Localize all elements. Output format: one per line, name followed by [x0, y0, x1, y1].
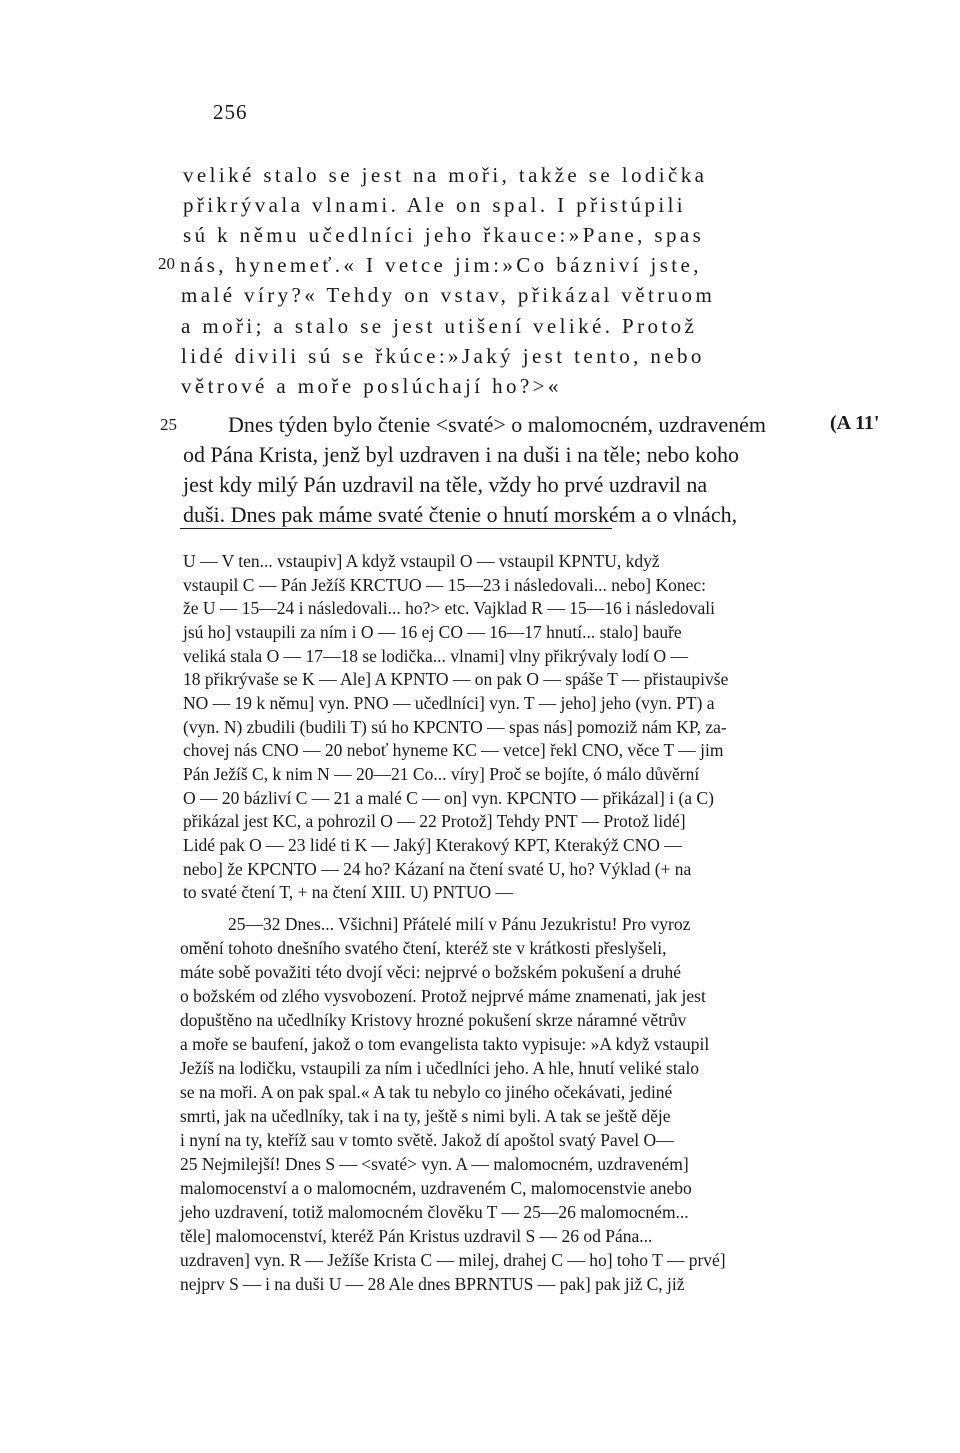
commentary-line: a moře se baufení, jakož o tom evangelista takto vypisuje: »A když vstaupil — [180, 1034, 710, 1054]
main-text-line: od Pána Krista, jenž byl uzdraven i na duši i na těle; nebo koho — [183, 442, 739, 467]
commentary-line: Ježíš na lodičku, vstaupili za ním i učedlníci jeho. A hle, hnutí veliké stalo — [180, 1058, 700, 1078]
apparatus-line: 18 přikrývaše se K — Ale] A KPNTO — on pak O — spáše T — přistaupivše — [183, 669, 729, 689]
commentary-line: o božském od zlého vysvobození. Protož nejprvé máme znamenati, jak jest — [180, 986, 706, 1006]
apparatus-line: vstaupil C — Pán Ježíš KRCTUO — 15—23 i následovali... nebo] Konec: — [183, 575, 706, 595]
commentary-line: dopuštěno na učedlníky Kristovy hrozné pokušení skrze náramné větrův — [180, 1010, 687, 1030]
main-text-line: Dnes týden bylo čtenie <svaté> o malomocném, uzdraveném — [228, 412, 766, 437]
apparatus-line: jsú ho] vstaupili za ním i O — 16 ej CO — 16—17 hnutí... stalo] bauře — [183, 622, 682, 642]
commentary-line: malomocenství a o malomocném, uzdraveném C, malomocenstvie anebo — [180, 1178, 692, 1198]
apparatus-line: Pán Ježíš C, k nim N — 20—21 Co... víry] Proč se bojíte, ó málo důvěrní — [183, 764, 700, 784]
commentary-line: smrti, jak na učedlníky, tak i na ty, ještě s nimi byli. A tak se ještě děje — [180, 1106, 671, 1126]
spaced-text-line: větrové a moře poslúchají ho?>« — [181, 374, 562, 398]
spaced-text-line: nás, hynemeť.« I vetce jim:»Co bázniví jste, — [180, 253, 702, 277]
apparatus-line: nebo] že KPCNTO — 24 ho? Kázaní na čtení svaté U, ho? Výklad (+ na — [183, 859, 692, 879]
commentary-line: nejprv S — i na duši U — 28 Ale dnes BPRNTUS — pak] pak již C, již — [180, 1274, 685, 1294]
main-text-line: jest kdy milý Pán uzdravil na těle, vždy ho prvé uzdravil na — [183, 472, 708, 497]
commentary-line: se na moři. A on pak spal.« A tak tu nebylo co jiného očekávati, jediné — [180, 1082, 673, 1102]
spaced-text-line: veliké stalo se jest na moři, takže se lodička — [183, 163, 708, 187]
apparatus-line: veliká stala O — 17—18 se lodička... vlnami] vlny přikrývaly lodí O — — [183, 646, 688, 666]
apparatus-line: O — 20 bázliví C — 21 a malé C — on] vyn. KPCNTO — přikázal] i (a C) — [183, 788, 714, 808]
spaced-text-line: malé víry?« Tehdy on vstav, přikázal větruom — [181, 283, 716, 307]
margin-reference: (A 11' — [830, 412, 880, 434]
apparatus-line: to svaté čtení T, + na čtení XIII. U) PNTUO — — [183, 882, 513, 902]
commentary-line: jeho uzdravení, totiž malomocném člověku T — 25—26 malomocném... — [180, 1202, 689, 1222]
commentary-line: 25 Nejmilejší! Dnes S — <svaté> vyn. A — malomocném, uzdraveném] — [180, 1154, 689, 1174]
commentary-line: máte sobě považiti této dvojí věci: nejprvé o božském pokušení a druhé — [180, 962, 682, 982]
commentary-line: uzdraven] vyn. R — Ježíše Krista C — milej, drahej C — ho] toho T — prvé] — [180, 1250, 726, 1270]
spaced-text-line: sú k němu učedlníci jeho řkauce:»Pane, spas — [183, 223, 705, 247]
line-number-25: 25 — [160, 415, 177, 434]
apparatus-line: Lidé pak O — 23 lidé ti K — Jaký] Kterakový KPT, Kterakýž CNO — — [183, 835, 682, 855]
apparatus-line: NO — 19 k němu] vyn. PNO — učedlníci] vyn. T — jeho] jeho (vyn. PT) a — [183, 693, 715, 713]
apparatus-line: přikázal jest KC, a pohrozil O — 22 Protož] Tehdy PNT — Protož lidé] — [183, 811, 686, 831]
commentary-line: těle] malomocenství, kteréž Pán Kristus uzdravil S — 26 od Pána... — [180, 1226, 653, 1246]
commentary-line: i nyní na ty, kteříž sau v tomto světě. Jakož dí apoštol svatý Pavel O— — [180, 1130, 674, 1150]
apparatus-line: že U — 15—24 i následovali... ho?> etc. Vajklad R — 15—16 i následovali — [183, 598, 716, 618]
commentary-line: omění tohoto dnešního svatého čtení, kteréž ste v krátkosti přeslyšeli, — [180, 938, 667, 958]
apparatus-line: (vyn. N) zbudili (budili T) sú ho KPCNTO — spas nás] pomoziž nám KP, za- — [183, 717, 727, 737]
line-number-20: 20 — [158, 254, 175, 273]
main-text-line: duši. Dnes pak máme svaté čtenie o hnutí morském a o vlnách, — [183, 502, 738, 527]
page-number: 256 — [213, 100, 248, 124]
apparatus-line: chovej nás CNO — 20 neboť hyneme KC — vetce] řekl CNO, věce T — jim — [183, 740, 724, 760]
spaced-text-line: přikrývala vlnami. Ale on spal. I přistúpili — [183, 193, 687, 217]
commentary-line: 25—32 Dnes... Všichni] Přátelé milí v Pánu Jezukristu! Pro vyroz — [228, 914, 691, 934]
apparatus-line: U — V ten... vstaupiv] A když vstaupil O — vstaupil KPNTU, když — [183, 551, 660, 571]
spaced-text-line: lidé divili sú se řkúce:»Jaký jest tento, nebo — [181, 344, 705, 368]
spaced-text-line: a moři; a stalo se jest utišení veliké. Protož — [181, 314, 698, 338]
divider-rule — [180, 528, 612, 529]
